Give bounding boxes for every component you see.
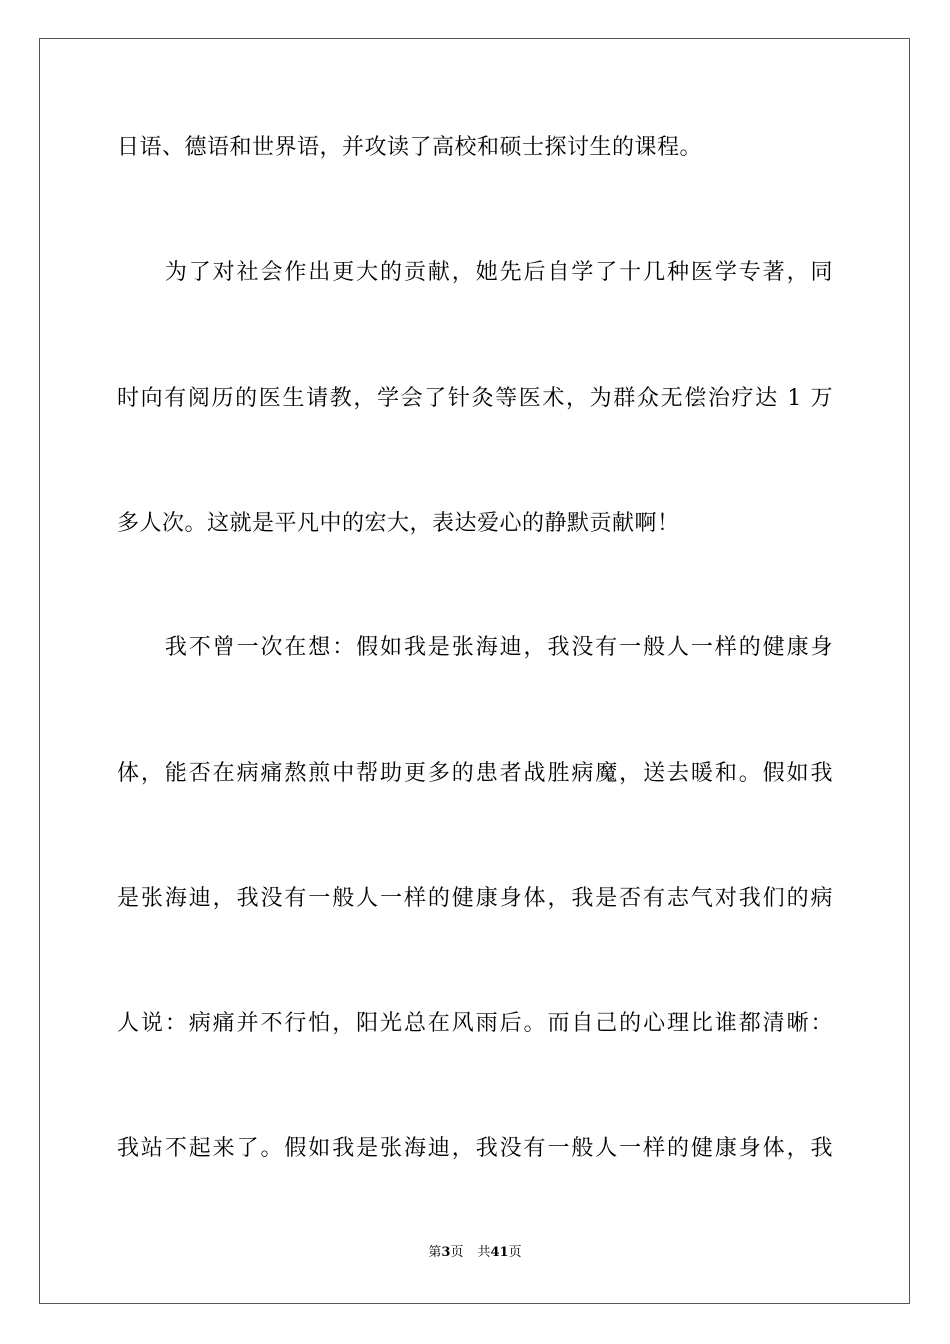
text-line-9: 我站不起来了。假如我是张海迪，我没有一般人一样的健康身体，我 bbox=[117, 1136, 833, 1161]
text-line-5: 我不曾一次在想：假如我是张海迪，我没有一般人一样的健康身 bbox=[117, 635, 833, 660]
page-prefix: 第 bbox=[428, 1245, 442, 1260]
text-line-1: 日语、德语和世界语，并攻读了高校和硕士探讨生的课程。 bbox=[117, 135, 703, 160]
text-line-6: 体，能否在病痛熬煎中帮助更多的患者战胜病魔，送去暖和。假如我 bbox=[117, 761, 833, 786]
total-prefix: 共 bbox=[477, 1245, 491, 1260]
text-line-2: 为了对社会作出更大的贡献，她先后自学了十几种医学专著，同 bbox=[117, 260, 833, 285]
total-suffix: 页 bbox=[508, 1245, 522, 1260]
page-suffix: 页 bbox=[450, 1245, 464, 1260]
page-number: 3 bbox=[441, 1245, 451, 1260]
total-pages: 41 bbox=[490, 1245, 509, 1260]
text-line-8: 人说：病痛并不行怕，阳光总在风雨后。而自己的心理比谁都清晰： bbox=[117, 1011, 833, 1036]
text-line-4: 多人次。这就是平凡中的宏大，表达爱心的静默贡献啊！ bbox=[117, 511, 680, 536]
page-border bbox=[39, 38, 910, 1304]
page-footer bbox=[0, 1244, 950, 1262]
text-line-3: 时向有阅历的医生请教，学会了针灸等医术，为群众无偿治疗达 1 万 bbox=[117, 386, 833, 411]
text-line-7: 是张海迪，我没有一般人一样的健康身体，我是否有志气对我们的病 bbox=[117, 886, 833, 911]
